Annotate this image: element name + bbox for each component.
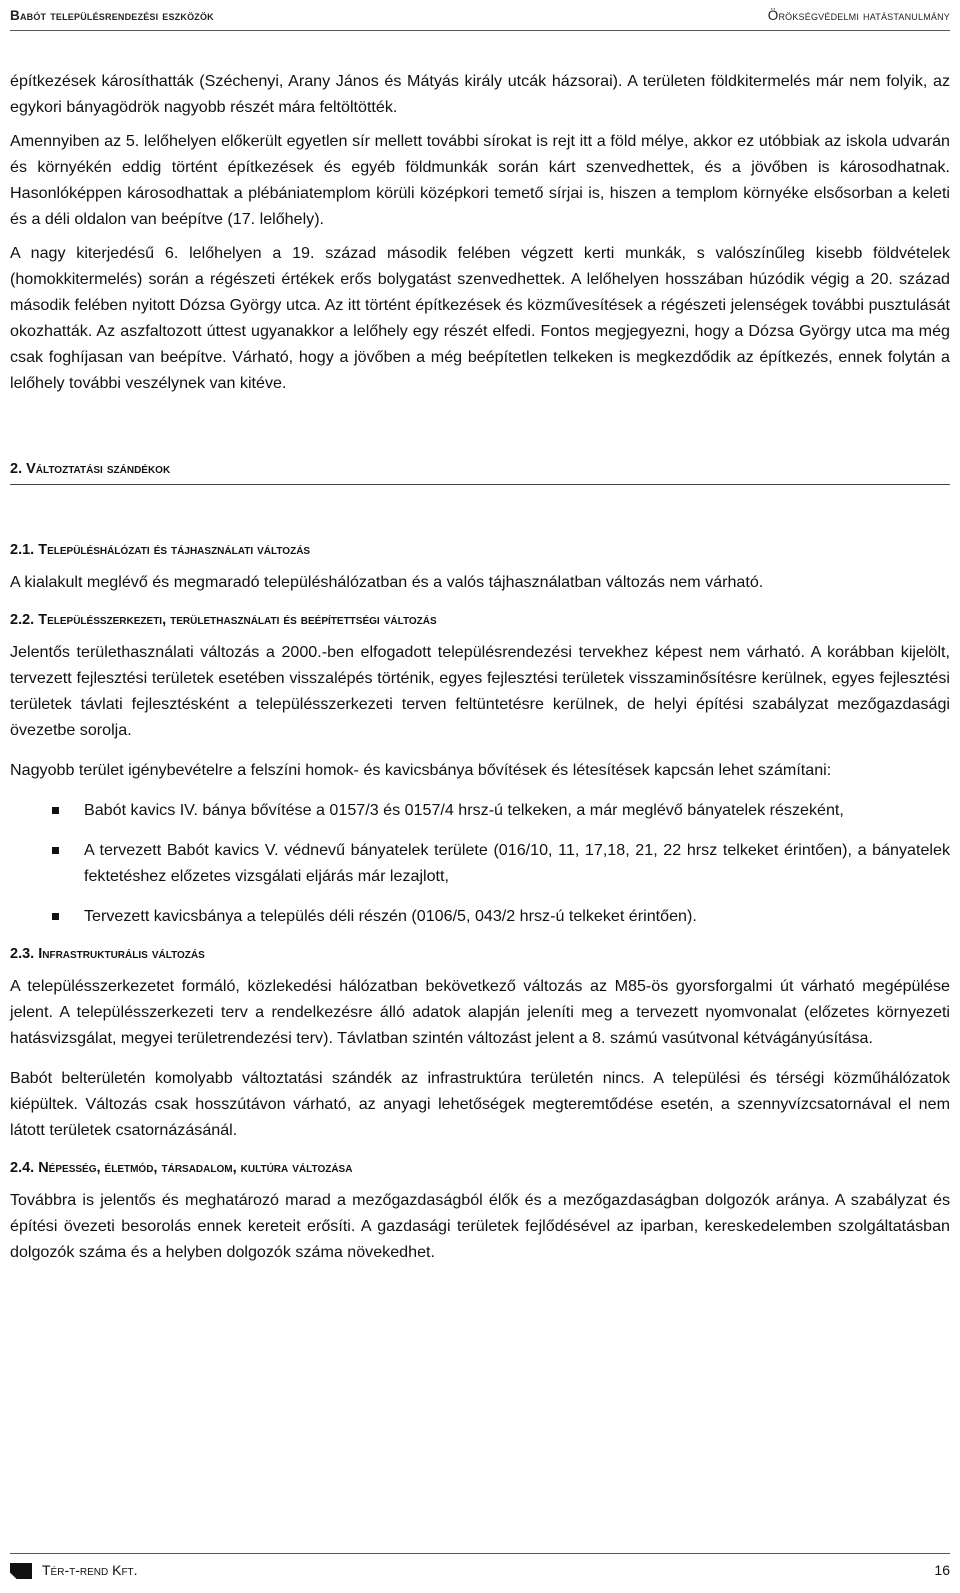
document-body [10, 68, 950, 1265]
list-item: Tervezett kavicsbánya a település déli részén (0106/5, 043/2 hrsz-ú telkeket érintően). [10, 903, 950, 929]
quarry-list [10, 797, 950, 929]
page-footer [10, 1560, 950, 1584]
paragraph-2-2-a: Jelentős területhasználati változás a 2000.-ben elfogadott településrendezési tervekhez képest nem várható. A korábban kijelölt, tervezett fejlesztési területek esetében visszalépés történik, egyes fejlesztési területek visszaminősítésre kerülnek, egyes fejlesztési területek távlati fejlesztésként a településszerkezeti terven feltüntetésre kerülnek, de helyi építési szabályzat mezőgazdasági övezetbe sorolja. [10, 643, 950, 739]
page-header [10, 6, 950, 28]
list-item: Babót kavics IV. bánya bővítése a 0157/3 és 0157/4 hrsz-ú telkeken, a már meglévő bányatelek részeként, [10, 797, 950, 823]
paragraph-site-6: A nagy kiterjedésű 6. lelőhelyen a 19. század második felében végzett kerti munkák, s valószínűleg kisebb földvételek (homokkitermelés) során a régészeti értékek erős bolygatást szenvedhettek. A lelőhelyen hosszában húzódik végig a 20. század második felében nyitott Dózsa György utca. Az itt történt építkezések és közművesítések a régészeti jelenségek további pusztulását okozhatták. Az aszfaltozott úttest ugyanakkor a lelőhely egy részét elfedi. Fontos megjegyezni, hogy a Dózsa György utca ma még csak foghíjasan van beépítve. Várható, hogy a jövőben a még beépítetlen telkeken is megkezdődik az építkezés, ennek folytán a lelőhely további veszélynek van kitéve. [10, 244, 950, 392]
footer-company: Tér-t-rend Kft. [42, 1562, 138, 1578]
list-item: A tervezett Babót kavics V. védnevű bányatelek területe (016/10, 11, 17,18, 21, 22 hrsz telkeket érintően), a bányatelek fektetéshez előzetes vizsgálati eljárás már lezajlott, [10, 837, 950, 889]
paragraph-intro: építkezések károsíthatták (Széchenyi, Arany János és Mátyás király utcák házsorai). A területen földkitermelés már nem folyik, az egykori bányagödrök nagyobb részét mára feltöltötték. [10, 72, 950, 116]
paragraph-site-5: Amennyiben az 5. lelőhelyen előkerült egyetlen sír mellett további sírokat is rejt itt a föld mélye, akkor ez utóbbiak az iskola udvarán és környékén eddig történt építkezések és egyéb földmunkák során kárt szenvedhettek, és a jövőben is károsodhatnak. Hasonlóképpen károsodhattak a plébániatemplom körüli középkori temető sírjai is, hiszen a templom környéke elsősorban a keleti és a déli oldalon van beépítve (17. lelőhely). [10, 132, 950, 228]
section-heading-2-4: 2.4. Népesség, életmód, társadalom, kultúra változása [10, 1160, 353, 1176]
page-number: 16 [934, 1562, 950, 1578]
square-bullet-icon [52, 913, 59, 920]
section-heading-2: 2. Változtatási szándékok [10, 458, 950, 485]
square-bullet-icon [52, 807, 59, 814]
header-divider [10, 30, 950, 31]
paragraph-2-4: Továbbra is jelentős és meghatározó marad a mezőgazdaságból élők és a mezőgazdaságban dolgozók aránya. A szabályzat és építési övezeti besorolás ennek kereteit erősíti. A gazdasági területek fejlődésével az iparban, kereskedelemben szolgáltatásban dolgozók száma és a helyben dolgozók száma növekedhet. [10, 1191, 950, 1261]
paragraph-2-1: A kialakult meglévő és megmaradó településhálózatban és a valós tájhasználatban változás nem várható. [10, 573, 764, 591]
header-document-title: Babót településrendezési eszközök [10, 8, 214, 23]
paragraph-2-3-b: Babót belterületén komolyabb változtatási szándék az infrastruktúra területén nincs. A települési és térségi közműhálózatok kiépültek. Változás csak hosszútávon várható, az anyagi lehetőségek megteremtődése esetén, a szennyvízcsatornával el nem látott területek csatornázásánál. [10, 1069, 950, 1139]
company-logo-icon [10, 1563, 32, 1579]
section-heading-2-2: 2.2. Településszerkezeti, területhasználati és beépítettségi változás [10, 612, 437, 628]
square-bullet-icon [52, 847, 59, 854]
section-heading-2-1: 2.1. Településhálózati és tájhasználati változás [10, 542, 311, 558]
section-heading-2-3: 2.3. Infrastrukturális változás [10, 946, 205, 962]
footer-divider [10, 1553, 950, 1554]
paragraph-2-3-a: A településszerkezetet formáló, közlekedési hálózatban bekövetkező változás az M85-ös gyorsforgalmi út várható megépülése jelent. A településszerkezeti terv a rendelkezésre álló adatok alapján jeleníti meg a tervezett nyomvonalat (előzetes környezeti hatásvizsgálat, megyei területrendezési terv). Távlatban szintén változást jelent a 8. számú vasútvonal kétvágányúsítása. [10, 977, 950, 1047]
header-study-title: Örökségvédelmi hatástanulmány [767, 8, 950, 23]
paragraph-2-2-b: Nagyobb terület igénybevételre a felszíni homok- és kavicsbánya bővítések és létesítések kapcsán lehet számítani: [10, 761, 832, 779]
